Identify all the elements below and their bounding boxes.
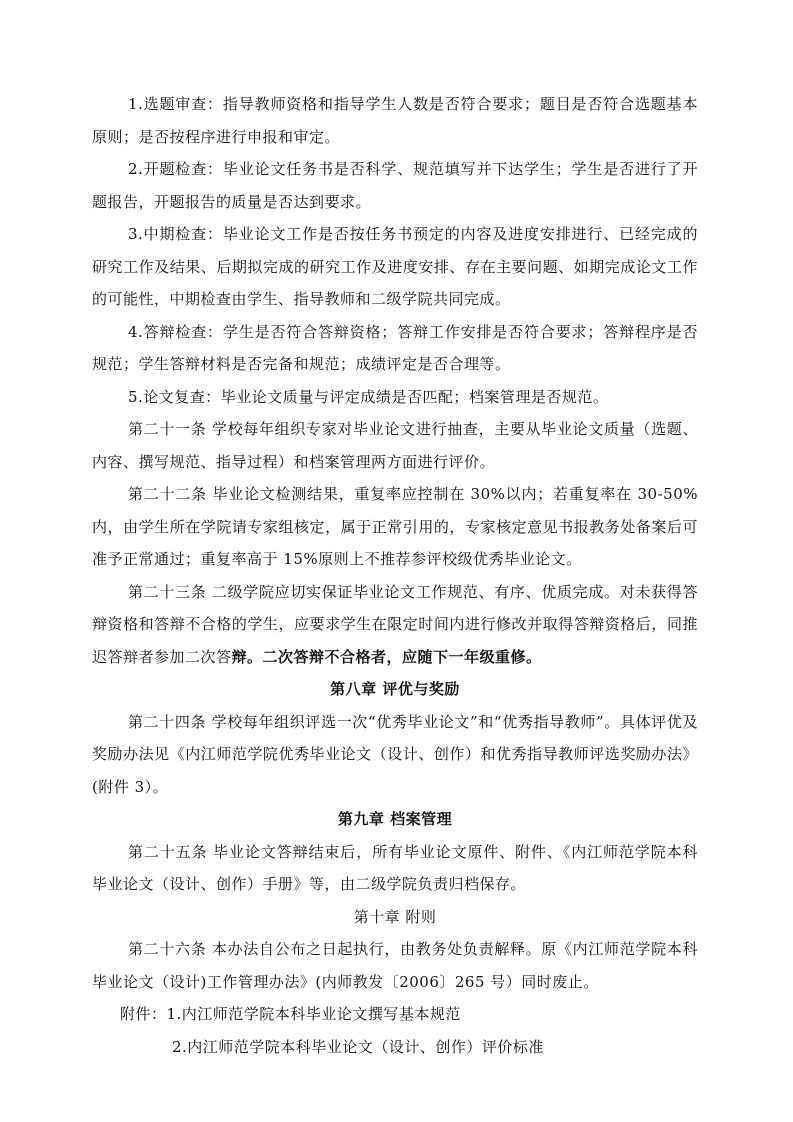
- document-page: [0, 88, 793, 1063]
- item-defense-check: 4.答辩检查：学生是否符合答辩资格；答辩工作安排是否符合要求；答辩程序是否规范；学生答辩材料是否完备和规范；成绩评定是否合理等。: [92, 322, 698, 373]
- attachment-1: 附件：1.内江师范学院本科毕业论文撰写基本规范: [120, 1005, 461, 1023]
- chapter-9-heading: 第九章 档案管理: [337, 810, 453, 828]
- article-23-bold-text: 辩。二次答辩不合格者，应随下一年级重修。: [231, 647, 542, 666]
- article-24: 第二十四条 学校每年组织评选一次“优秀毕业论文”和“优秀指导教师”。具体评优及奖励办法见《内江师范学院优秀毕业论文（设计、创作）和优秀指导教师评选奖励办法》(附件 3）。: [92, 712, 698, 796]
- article-26: 第二十六条 本办法自公布之日起执行，由教务处负责解释。原《内江师范学院本科毕业论文（设计)工作管理办法》(内师教发〔2006〕265 号）同时废止。: [92, 940, 698, 991]
- article-21: 第二十一条 学校每年组织专家对毕业论文进行抽查，主要从毕业论文质量（选题、内容、撰写规范、指导过程）和档案管理两方面进行评价。: [92, 420, 698, 471]
- article-25: 第二十五条 毕业论文答辩结束后，所有毕业论文原件、附件、《内江师范学院本科毕业论文（设计、创作）手册》等，由二级学院负责归档保存。: [92, 842, 698, 893]
- item-midterm-check: 3.中期检查：毕业论文工作是否按任务书预定的内容及进度安排进行、已经完成的研究工作及结果、后期拟完成的研究工作及进度安排、存在主要问题、如期完成论文工作的可能性，中期检查由学生、指导教师和二级学院共同完成。: [92, 225, 698, 308]
- article-23: [92, 576, 698, 674]
- chapter-10-heading: 第十章 附则: [353, 907, 437, 926]
- item-topic-review: 1.选题审查：指导教师资格和指导学生人数是否符合要求；题目是否符合选题基本原则；是否按程序进行申报和审定。: [92, 95, 698, 146]
- chapter-8-heading: 第八章 评优与奖励: [330, 680, 460, 698]
- attachment-2: 2.内江师范学院本科毕业论文（设计、创作）评价标准: [172, 1037, 544, 1056]
- article-22: 第二十二条 毕业论文检测结果，重复率应控制在 30%以内；若重复率在 30-50%内，由学生所在学院请专家组核定，属于正常引用的，专家核定意见书报教务处备案后可准予正常通过；重复率高于 15%原则上不推荐参评校级优秀毕业论文。: [92, 485, 698, 568]
- item-thesis-recheck: 5.论文复查：毕业论文质量与评定成绩是否匹配；档案管理是否规范。: [128, 387, 609, 406]
- item-proposal-check: 2.开题检查：毕业论文任务书是否科学、规范填写并下达学生；学生是否进行了开题报告，开题报告的质量是否达到要求。: [92, 160, 698, 211]
- article-23-text: 第二十三条 二级学院应切实保证毕业论文工作规范、有序、优质完成。对未获得答辩资格和答辩不合格的学生，应要求学生在限定时间内进行修改并取得答辩资格后，同推迟答辩者参加二次答: [92, 582, 698, 666]
